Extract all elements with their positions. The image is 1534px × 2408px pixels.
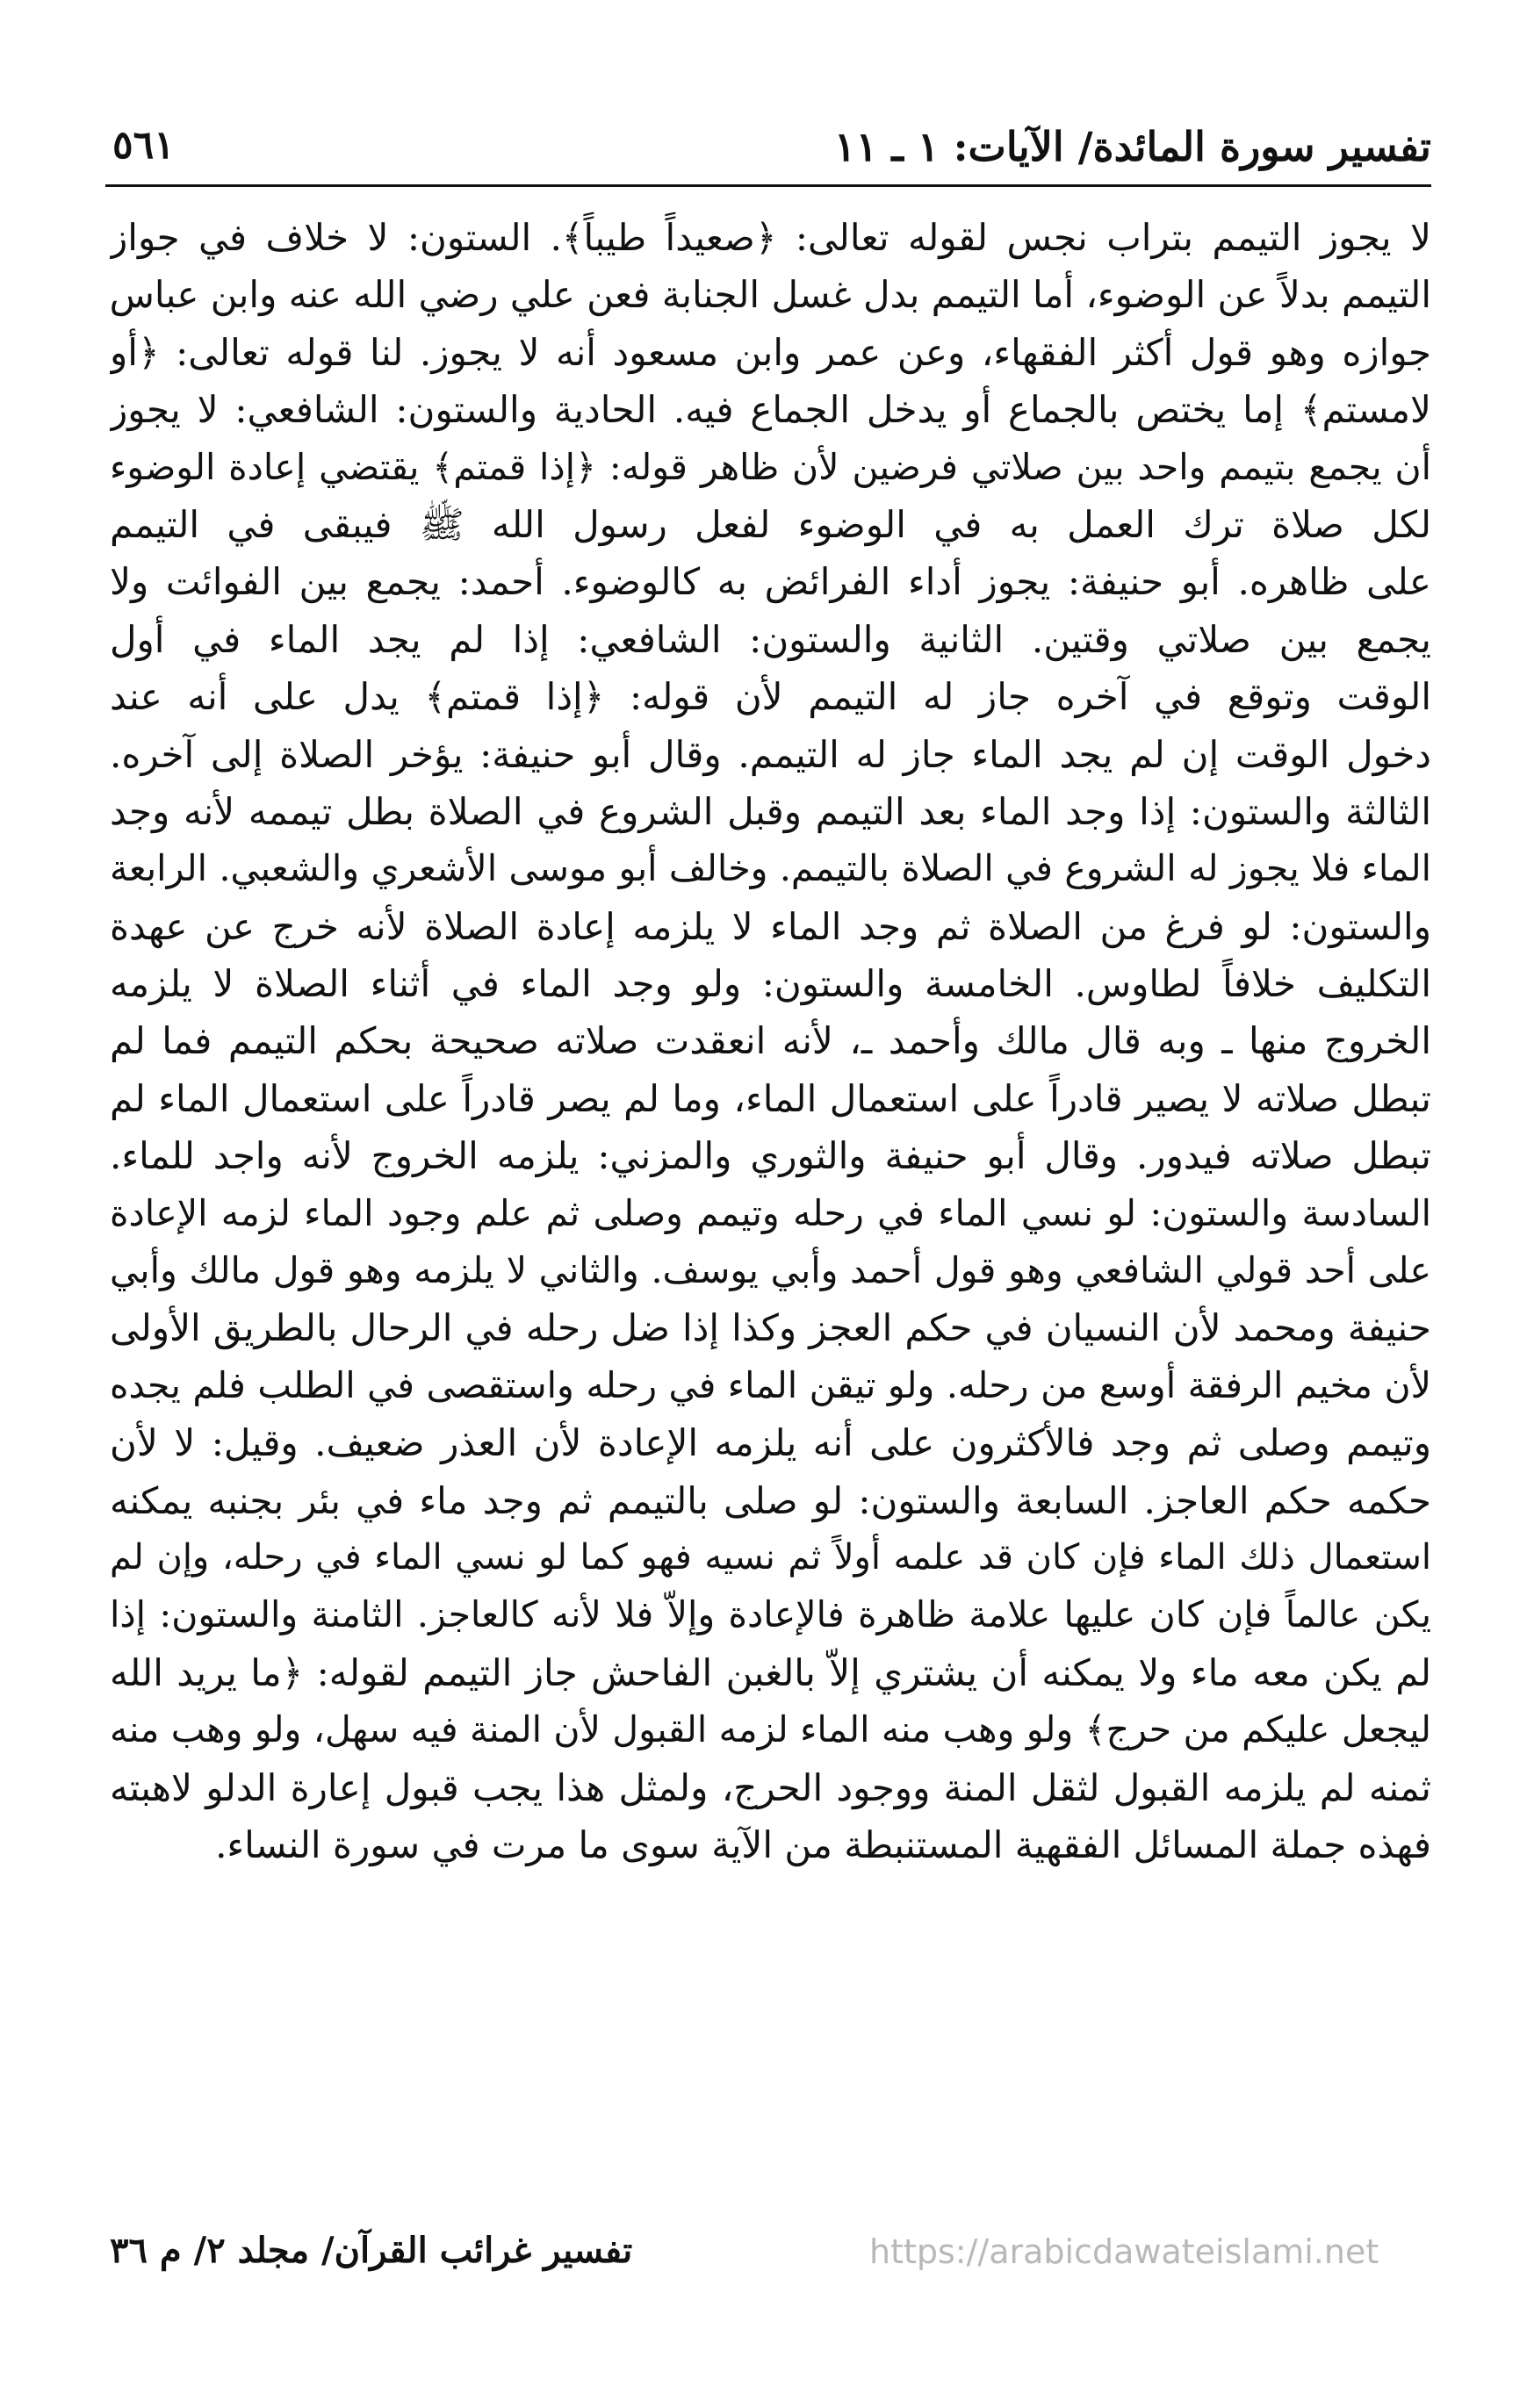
watermark-url: https://arabicdawateislami.net	[869, 2232, 1379, 2271]
text-line: لم يكن معه ماء ولا يمكنه أن يشتري إلاّ بالغبن الفاحش جاز التيمم لقوله: ﴿ما يريد الله	[110, 1650, 1431, 1694]
text-line: يكن عالماً فإن كان عليها علامة ظاهرة فالإعادة وإلاّ فلا لأنه كالعاجز. الثامنة والستون: إذا	[110, 1593, 1431, 1636]
text-line: الخروج منها ـ وبه قال مالك وأحمد ـ، لأنه انعقدت صلاته صحيحة بحكم التيمم فما لم	[110, 1019, 1431, 1063]
text-line: أن يجمع بتيمم واحد بين صلاتي فرضين لأن ظاهر قوله: ﴿إذا قمتم﴾ يقتضي إعادة الوضوء	[110, 445, 1431, 488]
body-text	[110, 209, 1431, 1873]
text-line: السادسة والستون: لو نسي الماء في رحله وتيمم وصلى ثم علم وجود الماء لزمه الإعادة	[110, 1191, 1431, 1234]
text-line: لأن مخيم الرفقة أوسع من رحله. ولو تيقن الماء في رحله واستقصى في الطلب فلم يجده	[110, 1363, 1431, 1406]
text-line: استعمال ذلك الماء فإن كان قد علمه أولاً ثم نسيه فهو كما لو نسي الماء في رحله، وإن لم	[110, 1536, 1431, 1578]
text-line: جوازه وهو قول أكثر الفقهاء، وعن عمر وابن مسعود أنه لا يجوز. لنا قوله تعالى: ﴿أو	[110, 330, 1431, 374]
text-line: الثالثة والستون: إذا وجد الماء بعد التيمم وقبل الشروع في الصلاة بطل تيممه لأنه وجد	[110, 789, 1431, 833]
text-line: حنيفة ومحمد لأن النسيان في حكم العجز وكذا إذا ضل رحله في الرحال بالطريق الأولى	[110, 1306, 1431, 1350]
footer-title: تفسير غرائب القرآن/ مجلد ٢/ م ٣٦	[110, 2230, 633, 2271]
text-line: ثمنه لم يلزمه القبول لثقل المنة ووجود الحرج، ولمثل هذا يجب قبول إعارة الدلو لاهبته	[110, 1765, 1431, 1809]
text-line: حكمه حكم العاجز. السابعة والستون: لو صلى بالتيمم ثم وجد ماء في بئر بجنبه يمكنه	[110, 1478, 1431, 1522]
text-line: لكل صلاة ترك العمل به في الوضوء لفعل رسول الله ﷺ فيبقى في التيمم	[110, 502, 1431, 546]
text-line: التيمم بدلاً عن الوضوء، أما التيمم بدل غسل الجنابة فعن علي رضي الله عنه وابن عباس	[110, 273, 1431, 317]
text-line: فهذه جملة المسائل الفقهية المستنبطة من الآية سوى ما مرت في سورة النساء.	[215, 1822, 1431, 1866]
text-line: وتيمم وصلى ثم وجد فالأكثرون على أنه يلزمه الإعادة لأن العذر ضعيف. وقيل: لا لأن	[110, 1421, 1431, 1465]
text-line: تبطل صلاته فيدور. وقال أبو حنيفة والثوري والمزني: يلزمه الخروج لأنه واجد للماء.	[110, 1134, 1431, 1178]
text-line: لا يجوز التيمم بتراب نجس لقوله تعالى: ﴿صعيداً طيباً﴾. الستون: لا خلاف في جواز	[110, 216, 1431, 259]
header-title: تفسير سورة المائدة/ الآيات: ١ ـ ١١	[833, 123, 1431, 170]
text-line: الوقت وتوقع في آخره جاز له التيمم لأن قوله: ﴿إذا قمتم﴾ يدل على أنه عند	[110, 675, 1431, 719]
running-header	[105, 123, 1431, 187]
text-line: تبطل صلاته لا يصير قادراً على استعمال الماء، وما لم يصر قادراً على استعمال الماء لم	[110, 1076, 1431, 1120]
text-line: على أحد قولي الشافعي وهو قول أحمد وأبي يوسف. والثاني لا يلزمه وهو قول مالك وأبي	[110, 1249, 1431, 1292]
text-line: التكليف خلافاً لطاوس. الخامسة والستون: ولو وجد الماء في أثناء الصلاة لا يلزمه	[110, 962, 1431, 1006]
text-line: ليجعل عليكم من حرج﴾ ولو وهب منه الماء لزمه القبول لأن المنة فيه سهل، ولو وهب منه	[110, 1708, 1431, 1751]
text-line: والستون: لو فرغ من الصلاة ثم وجد الماء لا يلزمه إعادة الصلاة لأنه خرج عن عهدة	[110, 904, 1431, 948]
page-number: ٥٦١	[112, 123, 175, 168]
text-line: دخول الوقت إن لم يجد الماء جاز له التيمم. وقال أبو حنيفة: يؤخر الصلاة إلى آخره.	[110, 732, 1431, 776]
text-line: يجمع بين صلاتي وقتين. الثانية والستون: الشافعي: إذا لم يجد الماء في أول	[110, 617, 1431, 661]
text-line: لامستم﴾ إما يختص بالجماع أو يدخل الجماع فيه. الحادية والستون: الشافعي: لا يجوز	[110, 388, 1431, 432]
text-line: على ظاهره. أبو حنيفة: يجوز أداء الفرائض به كالوضوء. أحمد: يجمع بين الفوائت ولا	[110, 560, 1431, 604]
text-line: الماء فلا يجوز له الشروع في الصلاة بالتيمم. وخالف أبو موسى الأشعري والشعبي. الرابعة	[110, 847, 1431, 890]
